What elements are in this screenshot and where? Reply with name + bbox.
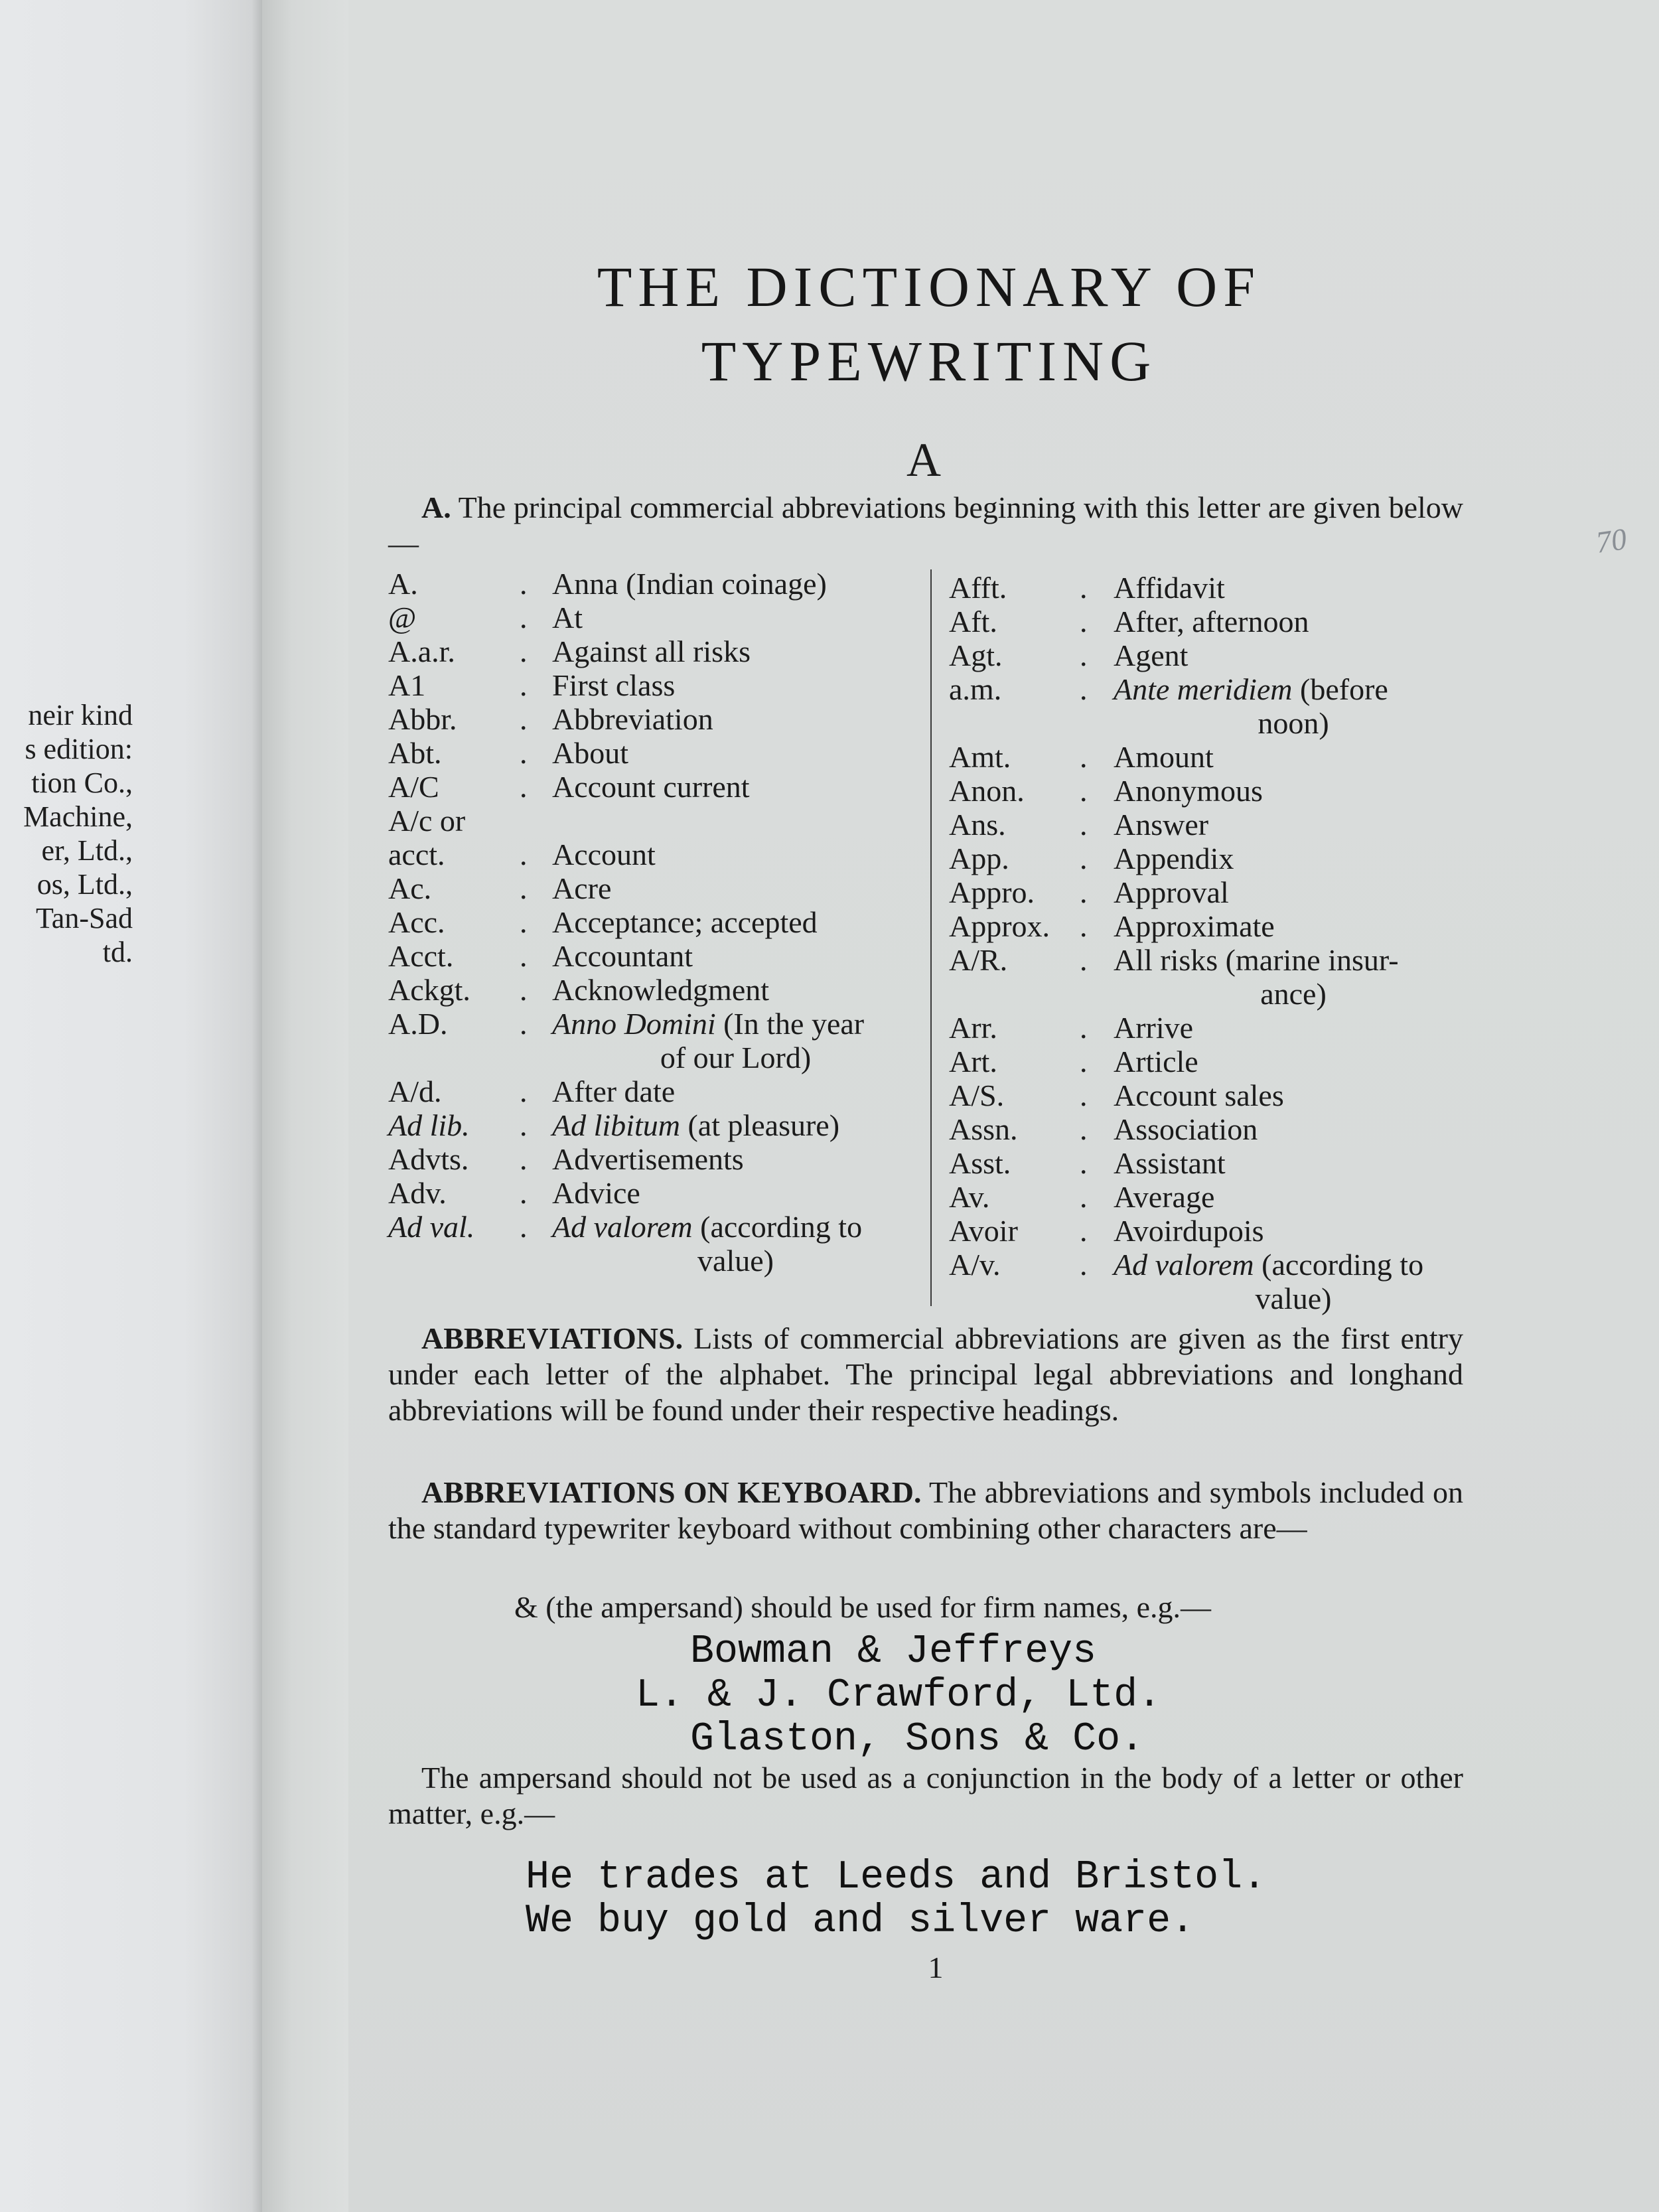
- abbreviation-meaning: [552, 736, 919, 770]
- meaning-italic: Ad libitum: [552, 1108, 680, 1142]
- abbreviation-row: [949, 1146, 1473, 1180]
- leader-dot: .: [1080, 1045, 1088, 1078]
- abbreviation-meaning: [1114, 672, 1473, 740]
- abbreviation-term: A.a.r.: [388, 634, 455, 668]
- intro-lead: A.: [421, 490, 451, 524]
- abbreviation-row: [388, 1142, 919, 1176]
- meaning-italic: Ad valorem: [552, 1210, 693, 1244]
- abbreviation-term: Ac.: [388, 871, 432, 905]
- meaning-text: Acre: [552, 871, 612, 905]
- leader-dot: .: [520, 567, 528, 601]
- abbreviation-row: [949, 1011, 1473, 1045]
- abbreviation-term: a.m.: [949, 672, 1002, 706]
- meaning-text: Anna (Indian coinage): [552, 567, 827, 601]
- meaning-text: Assistant: [1114, 1146, 1226, 1180]
- firm-example: Glaston, Sons & Co.: [690, 1717, 1145, 1762]
- abbreviation-row: [949, 605, 1473, 638]
- pencil-margin-note: 70: [1593, 522, 1629, 559]
- abbreviation-meaning: [552, 770, 919, 804]
- abbreviation-term: Adv.: [388, 1176, 447, 1210]
- left-facing-page: [0, 0, 262, 2212]
- ampersand-text: (the ampersand) should be used for firm names, e.g.—: [538, 1590, 1212, 1624]
- abbreviation-term: Asst.: [949, 1146, 1011, 1180]
- abbreviation-meaning: [552, 1007, 919, 1074]
- left-fragment: td.: [102, 936, 133, 968]
- abbreviation-row: [949, 943, 1473, 1011]
- meaning-text: Avoirdupois: [1114, 1214, 1264, 1248]
- meaning-text: Affidavit: [1114, 571, 1225, 605]
- leader-dot: .: [1080, 909, 1088, 943]
- abbreviation-row: [949, 1248, 1473, 1315]
- abbreviation-term: A/R.: [949, 943, 1008, 977]
- leader-dot: .: [1080, 1248, 1088, 1282]
- abbreviation-row: [949, 1214, 1473, 1248]
- leader-dot: .: [520, 838, 528, 871]
- leader-dot: .: [1080, 605, 1088, 638]
- left-fragment: tion Co.,: [31, 767, 133, 799]
- abbreviation-meaning: [1114, 638, 1473, 672]
- section-letter: A: [906, 433, 941, 486]
- abbreviation-meaning: [552, 939, 919, 973]
- page-title-line-2: TYPEWRITING: [701, 329, 1157, 393]
- abbreviation-term: Assn.: [949, 1112, 1018, 1146]
- meaning-text: Appendix: [1114, 842, 1234, 875]
- meaning-text: Account current: [552, 770, 750, 804]
- abbreviation-meaning: [1114, 875, 1473, 909]
- left-fragment: Tan-Sad: [36, 902, 133, 934]
- abbreviation-term: Aft.: [949, 605, 997, 638]
- abbreviation-term: Agt.: [949, 638, 1003, 672]
- abbreviation-meaning: [552, 838, 919, 871]
- leader-dot: .: [1080, 943, 1088, 977]
- abbreviation-term: A.D.: [388, 1007, 448, 1041]
- abbreviation-term: Acc.: [388, 905, 445, 939]
- meaning-text: All risks (marine insur-: [1114, 943, 1399, 977]
- abbreviation-term: acct.: [388, 838, 445, 871]
- abbreviation-meaning: [1114, 1146, 1473, 1180]
- meaning-text: Arrive: [1114, 1011, 1194, 1045]
- abbreviation-meaning: [552, 973, 919, 1007]
- left-fragment: os, Ltd.,: [36, 868, 133, 901]
- leader-dot: .: [520, 702, 528, 736]
- abbreviation-meaning: [1114, 1112, 1473, 1146]
- meaning-text: Against all risks: [552, 634, 751, 668]
- leader-dot: .: [520, 668, 528, 702]
- meaning-text: At: [552, 601, 583, 634]
- keyboard-paragraph: [388, 1475, 1463, 1546]
- meaning-continuation: noon): [1258, 706, 1329, 740]
- leader-dot: .: [520, 601, 528, 634]
- abbreviation-term: Ackgt.: [388, 973, 470, 1007]
- abbreviations-text: Lists of commercial abbreviations are given as the first entry under each letter of the alphabet. The principal legal abbreviations and longhand abbreviations will be found under their respective headings.: [388, 1321, 1463, 1427]
- leader-dot: .: [1080, 638, 1088, 672]
- firm-example: L. & J. Crawford, Ltd.: [636, 1673, 1162, 1718]
- page-title-line-1: THE DICTIONARY OF: [597, 255, 1262, 319]
- keyboard-heading: ABBREVIATIONS ON KEYBOARD.: [421, 1475, 922, 1509]
- ampersand-line: [514, 1589, 1443, 1625]
- meaning-text: Accountant: [552, 939, 693, 973]
- abbreviation-row: [388, 668, 919, 702]
- abbreviation-meaning: [1114, 808, 1473, 842]
- abbreviation-row: [949, 571, 1473, 605]
- meaning-text: (according to: [1254, 1248, 1424, 1282]
- abbreviation-row: [388, 804, 919, 838]
- leader-dot: .: [1080, 808, 1088, 842]
- abbreviation-meaning: [552, 1210, 919, 1278]
- abbreviation-meaning: [552, 567, 919, 601]
- abbreviation-meaning: [552, 1108, 919, 1142]
- abbreviation-meaning: [1114, 1078, 1473, 1112]
- abbreviation-meaning: [1114, 943, 1473, 1011]
- abbreviation-term: Ans.: [949, 808, 1006, 842]
- leader-dot: .: [1080, 1078, 1088, 1112]
- abbreviation-row: [388, 1176, 919, 1210]
- abbreviation-meaning: [552, 871, 919, 905]
- leader-dot: .: [1080, 774, 1088, 808]
- abbreviation-term: A/c or: [388, 804, 466, 838]
- abbreviation-row: [949, 740, 1473, 774]
- abbreviation-meaning: [552, 702, 919, 736]
- abbreviation-meaning: [1114, 571, 1473, 605]
- abbreviation-meaning: [1114, 909, 1473, 943]
- abbreviation-meaning: [552, 668, 919, 702]
- abbreviation-meaning: [1114, 740, 1473, 774]
- abbreviation-term: Abbr.: [388, 702, 457, 736]
- abbreviation-meaning: [1114, 1011, 1473, 1045]
- abbreviation-row: [388, 601, 919, 634]
- abbreviation-row: [388, 567, 919, 601]
- meaning-text: Amount: [1114, 740, 1214, 774]
- leader-dot: .: [520, 1142, 528, 1176]
- leader-dot: .: [1080, 740, 1088, 774]
- conjunction-example: He trades at Leeds and Bristol.: [526, 1855, 1267, 1900]
- meaning-text: Advice: [552, 1176, 640, 1210]
- abbreviation-column-right: [949, 571, 1473, 1315]
- abbreviation-meaning: [552, 601, 919, 634]
- abbreviation-row: [388, 905, 919, 939]
- meaning-text: Average: [1114, 1180, 1215, 1214]
- intro-paragraph: [388, 490, 1463, 561]
- leader-dot: .: [520, 1108, 528, 1142]
- abbreviation-row: [388, 1074, 919, 1108]
- meaning-continuation: value): [1255, 1282, 1332, 1315]
- abbreviation-meaning: [1114, 1214, 1473, 1248]
- meaning-text: Abbreviation: [552, 702, 713, 736]
- abbreviation-row: [949, 842, 1473, 875]
- meaning-text: Association: [1114, 1112, 1258, 1146]
- conjunction-paragraph: [388, 1760, 1463, 1832]
- abbreviation-meaning: [1114, 1045, 1473, 1078]
- meaning-text: Advertisements: [552, 1142, 744, 1176]
- abbreviation-term: Amt.: [949, 740, 1011, 774]
- abbreviation-term: A/d.: [388, 1074, 442, 1108]
- abbreviation-row: [388, 702, 919, 736]
- abbreviation-meaning: [552, 1074, 919, 1108]
- abbreviation-term: Appro.: [949, 875, 1035, 909]
- leader-dot: .: [520, 939, 528, 973]
- leader-dot: .: [1080, 842, 1088, 875]
- abbreviation-term: App.: [949, 842, 1009, 875]
- abbreviation-row: [949, 1180, 1473, 1214]
- keyboard-text: The abbreviations and symbols included on the standard typewriter keyboard without combining other characters are—: [388, 1475, 1463, 1545]
- abbreviation-meaning: [1114, 1180, 1473, 1214]
- abbreviation-term: Ad val.: [388, 1210, 475, 1244]
- abbreviation-row: [949, 875, 1473, 909]
- abbreviation-term: Ad lib.: [388, 1108, 470, 1142]
- firm-example: Bowman & Jeffreys: [690, 1629, 1097, 1674]
- abbreviation-term: A/C: [388, 770, 439, 804]
- ampersand-symbol: &: [514, 1590, 538, 1624]
- leader-dot: .: [1080, 571, 1088, 605]
- left-fragment: s edition:: [25, 733, 133, 765]
- leader-dot: .: [520, 1210, 528, 1244]
- meaning-text: (according to: [692, 1210, 863, 1244]
- meaning-italic: Anno Domini: [552, 1007, 716, 1041]
- leader-dot: .: [520, 1074, 528, 1108]
- abbreviation-row: [388, 770, 919, 804]
- abbreviation-term: A1: [388, 668, 426, 702]
- abbreviation-meaning: [552, 634, 919, 668]
- meaning-text: Agent: [1114, 638, 1189, 672]
- abbreviation-row: [949, 1078, 1473, 1112]
- column-divider: [930, 569, 932, 1306]
- abbreviation-term: Advts.: [388, 1142, 469, 1176]
- leader-dot: .: [1080, 1011, 1088, 1045]
- leader-dot: .: [520, 973, 528, 1007]
- abbreviation-term: Avoir: [949, 1214, 1018, 1248]
- leader-dot: .: [520, 1007, 528, 1041]
- abbreviation-row: [388, 634, 919, 668]
- left-fragment: Machine,: [23, 800, 133, 833]
- meaning-text: After date: [552, 1074, 676, 1108]
- meaning-text: Acceptance; accepted: [552, 905, 818, 939]
- meaning-text: Acknowledgment: [552, 973, 770, 1007]
- abbreviation-term: A/S.: [949, 1078, 1005, 1112]
- meaning-italic: Ante meridiem: [1114, 672, 1293, 706]
- abbreviation-row: [388, 1007, 919, 1074]
- meaning-continuation: ance): [1260, 977, 1327, 1011]
- leader-dot: .: [1080, 1180, 1088, 1214]
- left-fragment: neir kind: [28, 699, 133, 731]
- meaning-text: Article: [1114, 1045, 1198, 1078]
- meaning-italic: Ad valorem: [1114, 1248, 1254, 1282]
- abbreviation-meaning: [552, 804, 919, 838]
- meaning-text: After, afternoon: [1114, 605, 1309, 638]
- meaning-text: Account: [552, 838, 656, 871]
- abbreviation-row: [388, 1108, 919, 1142]
- left-page-text: [0, 698, 133, 969]
- conjunction-example: We buy gold and silver ware.: [526, 1899, 1195, 1944]
- book-gutter: [262, 0, 348, 2212]
- abbreviation-row: [388, 838, 919, 871]
- leader-dot: .: [520, 634, 528, 668]
- intro-text: The principal commercial abbreviations beginning with this letter are given below—: [388, 490, 1463, 560]
- abbreviation-term: Acct.: [388, 939, 454, 973]
- abbreviation-term: Approx.: [949, 909, 1050, 943]
- meaning-text: Account sales: [1114, 1078, 1284, 1112]
- abbreviation-row: [388, 1210, 919, 1278]
- meaning-text: About: [552, 736, 628, 770]
- meaning-text: First class: [552, 668, 676, 702]
- leader-dot: .: [1080, 1112, 1088, 1146]
- abbreviation-row: [388, 973, 919, 1007]
- abbreviation-row: [949, 909, 1473, 943]
- left-fragment: er, Ltd.,: [41, 834, 133, 867]
- abbreviation-row: [949, 672, 1473, 740]
- leader-dot: .: [1080, 875, 1088, 909]
- conjunction-text: The ampersand should not be used as a conjunction in the body of a letter or other matter, e.g.—: [388, 1761, 1463, 1830]
- abbreviation-row: [949, 1045, 1473, 1078]
- abbreviation-column-left: [388, 567, 919, 1278]
- abbreviation-term: A.: [388, 567, 418, 601]
- abbreviation-term: Arr.: [949, 1011, 997, 1045]
- leader-dot: .: [520, 770, 528, 804]
- abbreviation-meaning: [552, 1142, 919, 1176]
- meaning-text: Approximate: [1114, 909, 1275, 943]
- abbreviation-term: @: [388, 601, 417, 634]
- abbreviation-term: Afft.: [949, 571, 1007, 605]
- abbreviation-meaning: [1114, 842, 1473, 875]
- meaning-continuation: value): [697, 1244, 774, 1278]
- meaning-text: Approval: [1114, 875, 1229, 909]
- leader-dot: .: [1080, 672, 1088, 706]
- meaning-continuation: of our Lord): [660, 1041, 812, 1074]
- abbreviation-term: Anon.: [949, 774, 1025, 808]
- abbreviation-meaning: [1114, 1248, 1473, 1315]
- leader-dot: .: [520, 1176, 528, 1210]
- abbreviation-term: Abt.: [388, 736, 442, 770]
- abbreviation-meaning: [552, 905, 919, 939]
- page-number: 1: [928, 1951, 944, 1984]
- abbreviation-row: [388, 736, 919, 770]
- meaning-text: Anonymous: [1114, 774, 1263, 808]
- abbreviation-row: [949, 638, 1473, 672]
- abbreviations-paragraph: [388, 1321, 1463, 1428]
- abbreviations-heading: ABBREVIATIONS.: [421, 1321, 684, 1355]
- abbreviation-row: [949, 774, 1473, 808]
- abbreviation-meaning: [1114, 774, 1473, 808]
- abbreviation-term: Art.: [949, 1045, 997, 1078]
- abbreviation-term: A/v.: [949, 1248, 1001, 1282]
- abbreviation-term: Av.: [949, 1180, 990, 1214]
- abbreviation-meaning: [1114, 605, 1473, 638]
- abbreviation-meaning: [552, 1176, 919, 1210]
- abbreviation-row: [388, 939, 919, 973]
- meaning-text: (In the year: [715, 1007, 865, 1041]
- leader-dot: .: [520, 736, 528, 770]
- meaning-text: (at pleasure): [680, 1108, 840, 1142]
- abbreviation-row: [949, 808, 1473, 842]
- leader-dot: .: [1080, 1214, 1088, 1248]
- meaning-text: Answer: [1114, 808, 1209, 842]
- abbreviation-row: [388, 871, 919, 905]
- abbreviation-row: [949, 1112, 1473, 1146]
- leader-dot: .: [520, 905, 528, 939]
- leader-dot: .: [520, 871, 528, 905]
- leader-dot: .: [1080, 1146, 1088, 1180]
- meaning-text: (before: [1292, 672, 1388, 706]
